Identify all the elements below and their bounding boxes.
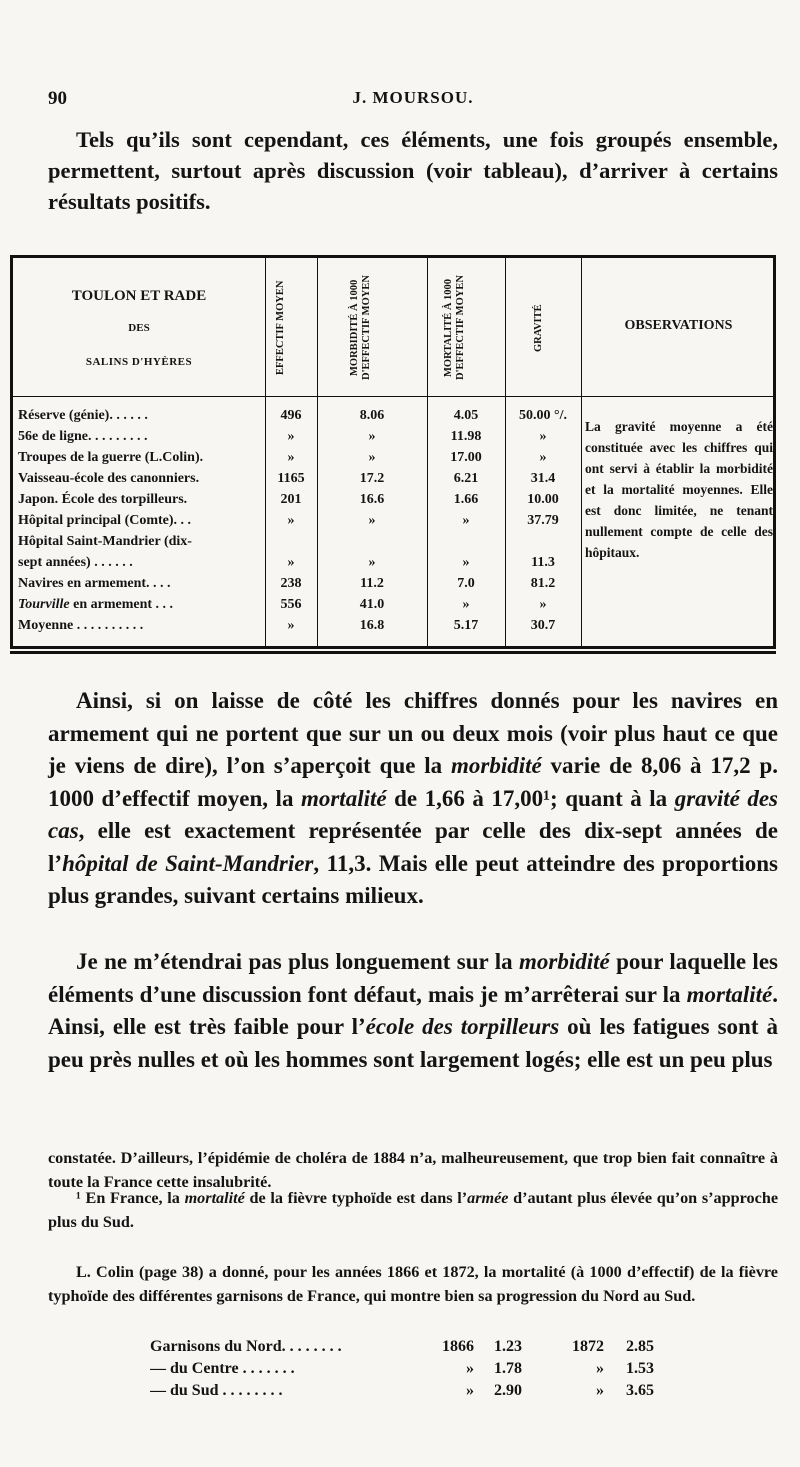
running-title: J. MOURSOU.: [352, 88, 474, 107]
year-1866: 1866: [442, 1338, 474, 1355]
italic-term: hôpital de Saint-Mandrier: [62, 850, 314, 876]
italic-term: morbidité: [518, 949, 610, 974]
body-paragraph-2: Je ne m’étendrai pas plus longuement sur la morbidité pour laquelle les éléments d’une discussion font défaut, mais je m’arrêterai sur la mortalité. Ainsi, elle est très faible pour l’école des torpilleurs où les fatigues sont à peu près nulles et où les hommes sont largement logés; elle est un peu plus: [48, 949, 778, 1072]
row-label: Réserve (génie). . . . . .: [18, 408, 148, 423]
cell-mortalite: 4.05: [453, 408, 479, 423]
italic-term: morbidité: [450, 753, 542, 778]
cell-mortalite: 7.0: [457, 576, 475, 591]
garrison-row: [150, 1336, 670, 1358]
value-1866: 1.23: [494, 1338, 522, 1355]
cell-mortalite: »: [462, 513, 470, 528]
col-header-morbidite: MORBIDITÉ À 1000 D'EFFECTIF MOYEN: [349, 275, 372, 381]
cell-effectif: »: [287, 555, 295, 570]
cell-gravite: »: [539, 597, 547, 612]
row-label: Vaisseau-école des canonniers.: [18, 471, 200, 486]
page-number: 90: [48, 88, 67, 109]
cell-gravite: 30.7: [530, 618, 556, 633]
cell-gravite: »: [539, 429, 547, 444]
table-title-salins: SALINS D'HYÈRES: [85, 356, 193, 368]
footnote-continuation: constatée. D’ailleurs, l’épidémie de choléra de 1884 n’a, malheureusement, que trop bien fait connaître à toute la France cette insalubrité.: [48, 1149, 778, 1191]
garrison-label: — du Sud . . . . . . . .: [150, 1382, 283, 1399]
row-label: Navires en armement. . . .: [18, 576, 171, 591]
cell-morbidite: »: [368, 555, 376, 570]
italic-term: armée: [467, 1189, 509, 1207]
col-header-mortalite: MORTALITÉ À 1000 D'EFFECTIF MOYEN: [443, 275, 466, 381]
cell-effectif: »: [287, 618, 295, 633]
table-row: [13, 615, 773, 636]
row-label: Hôpital principal (Comte). . .: [18, 513, 192, 528]
table-title-des: DES: [128, 322, 150, 334]
cell-effectif: 556: [280, 597, 302, 612]
year-1872: 1872: [572, 1338, 604, 1355]
row-label: sept années) . . . . . .: [18, 555, 133, 570]
value-1872: 1.53: [626, 1360, 654, 1377]
row-label: Moyenne . . . . . . . . . .: [18, 618, 144, 633]
italic-term: mortalité: [300, 785, 387, 811]
cell-mortalite: 1.66: [453, 492, 479, 507]
row-label: Hôpital Saint-Mandrier (dix-: [18, 534, 192, 549]
italic-term: gravité des cas: [48, 785, 779, 843]
cell-morbidite: 8.06: [359, 408, 385, 423]
body-paragraph-1: Ainsi, si on laisse de côté les chiffres donnés pour les navires en armement qui ne portent que sur un ou deux mois (voir plus haut ce que je viens de dire), l’on s’aperçoit que la morbidité varie de 8,06 à 17,2 p. 1000 d’effectif moyen, la mortalité de 1,66 à 17,00¹; quant à la gravité des cas, elle est exactement représentée par celle des dix-sept années de l’hôpital de Saint-Mandrier, 11,3. Mais elle peut atteindre des proportions plus grandes, suivant certains milieux.: [48, 688, 779, 908]
footnote-colin: L. Colin (page 38) a donné, pour les années 1866 et 1872, la mortalité (à 1000 d’effectif) de la fièvre typhoïde des différentes garnisons de France, qui montre bien sa progression du Nord au Sud.: [48, 1263, 778, 1305]
value-1872: 2.85: [626, 1338, 654, 1355]
cell-effectif: »: [287, 513, 295, 528]
cell-gravite: »: [539, 450, 547, 465]
cell-mortalite: 5.17: [453, 618, 479, 633]
year-1866: »: [466, 1360, 474, 1377]
value-1866: 1.78: [494, 1360, 522, 1377]
cell-effectif: »: [287, 450, 295, 465]
italic-term: mortalité: [184, 1189, 245, 1207]
cell-morbidite: 17.2: [359, 471, 385, 486]
cell-mortalite: 17.00: [450, 450, 482, 465]
cell-gravite: 50.00 °/.: [519, 408, 567, 423]
cell-morbidite: 41.0: [359, 597, 385, 612]
col-header-effectif: EFFECTIF MOYEN: [275, 280, 286, 376]
year-1872: »: [596, 1360, 604, 1377]
cell-gravite: 11.3: [531, 555, 555, 570]
table-row: [13, 573, 773, 594]
year-1866: »: [466, 1382, 474, 1399]
cell-mortalite: »: [462, 597, 470, 612]
italic-term: mortalité: [686, 981, 773, 1007]
italic-term: école des torpilleurs: [365, 1014, 560, 1039]
row-label: Tourville en armement . . .: [18, 597, 174, 612]
page-header: [48, 88, 778, 114]
garrison-row: [150, 1380, 670, 1402]
cell-morbidite: 16.8: [359, 618, 385, 633]
row-label: Troupes de la guerre (L.Colin).: [18, 450, 204, 465]
table-title: TOULON ET RADE: [71, 288, 207, 304]
cell-effectif: 1165: [277, 471, 305, 486]
cell-morbidite: 16.6: [359, 492, 385, 507]
garrison-table: [150, 1336, 670, 1402]
ship-name: Tourville: [18, 597, 70, 612]
cell-mortalite: 6.21: [453, 471, 479, 486]
garrison-row: [150, 1358, 670, 1380]
cell-mortalite: »: [462, 555, 470, 570]
observations-text: La gravité moyenne a été constituée avec les chiffres qui ont servi à établir la morbidité et la mortalité moyennes. Elle est donc limitée, ne tenant nullement compte de celle des hôpitaux.: [585, 419, 773, 560]
garrison-label: — du Centre . . . . . . .: [150, 1360, 295, 1377]
cell-effectif: 201: [280, 492, 302, 507]
footnote-1: ¹ En France, la mortalité de la fièvre typhoïde est dans l’armée d’autant plus élevée qu’on s’approche plus du Sud.: [48, 1189, 779, 1231]
garrison-label: Garnisons du Nord. . . . . . . .: [150, 1338, 342, 1355]
row-label: Japon. École des torpilleurs.: [18, 492, 188, 507]
cell-gravite: 31.4: [530, 471, 556, 486]
value-1872: 3.65: [626, 1382, 654, 1399]
cell-morbidite: 11.2: [360, 576, 384, 591]
col-header-observations: OBSERVATIONS: [624, 318, 733, 333]
statistics-table: [10, 255, 776, 649]
cell-effectif: 238: [280, 576, 302, 591]
year-1872: »: [596, 1382, 604, 1399]
cell-mortalite: 11.98: [450, 429, 482, 444]
cell-gravite: 10.00: [527, 492, 559, 507]
intro-paragraph: Tels qu’ils sont cependant, ces éléments, une fois groupés ensemble, permettent, surtout après discussion (voir tableau), d’arriver à certains résultats positifs.: [48, 127, 778, 214]
table-row: [13, 594, 773, 615]
value-1866: 2.90: [494, 1382, 522, 1399]
cell-effectif: 496: [280, 408, 302, 423]
cell-effectif: »: [287, 429, 295, 444]
cell-gravite: 81.2: [530, 576, 556, 591]
cell-morbidite: »: [368, 450, 376, 465]
cell-gravite: 37.79: [527, 513, 559, 528]
row-label: 56e de ligne. . . . . . . . .: [18, 429, 148, 444]
cell-morbidite: »: [368, 429, 376, 444]
cell-morbidite: »: [368, 513, 376, 528]
col-header-gravite: GRAVITÉ: [533, 304, 544, 352]
